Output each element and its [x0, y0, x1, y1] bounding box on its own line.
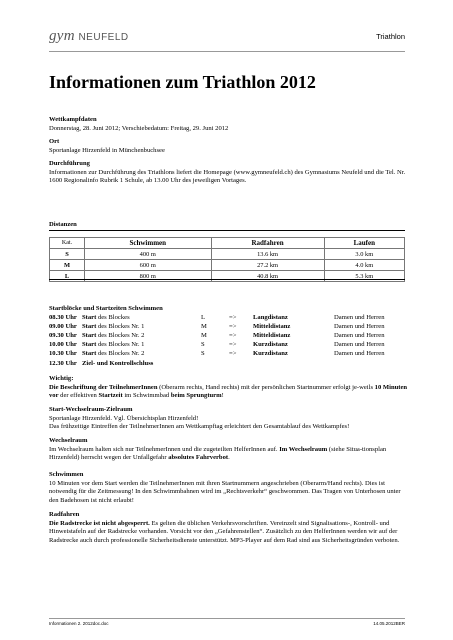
header-divider — [49, 51, 405, 52]
table-row — [50, 271, 405, 282]
school-logo — [49, 28, 129, 45]
arrow: => — [229, 341, 237, 349]
table-cell: L — [50, 271, 85, 282]
participants: Damen und Herren — [334, 332, 385, 340]
table-cell: 4.0 km — [324, 260, 404, 271]
section-text: Sportanlage Hirzenfeld in Münchenbuchsee — [49, 146, 165, 154]
footer-divider — [49, 618, 405, 619]
start-time: 10.30 Uhr — [49, 350, 77, 358]
section-heading: Radfahren — [49, 511, 80, 518]
start-block: Start des Blockes Nr. 1 — [82, 323, 145, 331]
final-text: Ziel- und Kontrollschluss — [82, 359, 154, 367]
footer-filename: Informationen 2. 2012doc.doc — [49, 621, 109, 626]
table-cell: 600 m — [85, 260, 212, 271]
start-times-section — [49, 304, 405, 368]
logo-script: gym — [49, 28, 75, 44]
table-cell: 40.8 km — [211, 271, 324, 282]
footer-date: 14.05.2012BER — [373, 621, 405, 626]
table-cell: S — [50, 249, 85, 260]
participants: Damen und Herren — [334, 314, 385, 322]
distance-name: Kurzdistanz — [253, 350, 288, 358]
col-header: Radfahren — [211, 238, 324, 249]
distances-table — [49, 237, 405, 282]
table-row — [50, 260, 405, 271]
section-heading: Wettkampfdaten — [49, 116, 97, 123]
col-header: Kat. — [50, 238, 85, 249]
arrow: => — [229, 332, 237, 340]
arrow: => — [229, 314, 237, 322]
start-category: S — [201, 341, 205, 349]
col-header: Schwimmen — [85, 238, 212, 249]
section-wechselraum — [49, 437, 409, 463]
start-time: 08.30 Uhr — [49, 314, 77, 322]
section-wettkampfdaten — [49, 116, 409, 133]
section-ort — [49, 138, 409, 155]
start-row — [49, 331, 405, 340]
start-row — [49, 322, 405, 331]
start-time: 09.00 Uhr — [49, 323, 77, 331]
table-cell: 5.3 km — [324, 271, 404, 282]
section-wechselzone — [49, 406, 409, 432]
section-text: Die Radstrecke ist nicht abgesperrt. Es gelten die üblichen Verkehrsvorschriften. Vereinzelt sind Signalisations-, Kontroll- und Hinweistafeln auf der Radstrecke vorhanden. Vorsicht vor den „Gefahrenstellen“. Zusätzlich zu den HelferInnen werden wir auf der Radstrecke auch durch professionelle Sicherheitsdienste unterstützt. MP3-Player auf dem Rad sind aus Sicherheitsgründen verboten. — [49, 519, 400, 544]
arrow: => — [229, 323, 237, 331]
start-row-final — [49, 359, 405, 368]
col-header: Laufen — [324, 238, 404, 249]
start-category: L — [201, 314, 206, 322]
section-heading: Durchführung — [49, 160, 90, 167]
section-text: Im Wechselraum halten sich nur TeilnehmerInnen und die zugeteilten HelferInnen auf. Im Wechselraum (siehe Situa-tionsplan Hirzenfeld) herrscht wegen der Unfallgefahr absolutes Fahrverbot. — [49, 445, 387, 461]
start-time: 10.00 Uhr — [49, 341, 77, 349]
start-category: S — [201, 350, 205, 358]
participants: Damen und Herren — [334, 341, 385, 349]
start-times-heading: Startblöcke und Startzeiten Schwimmen — [49, 305, 163, 312]
table-cell: M — [50, 260, 85, 271]
logo-text: NEUFELD — [78, 32, 129, 43]
distance-name: Mitteldistanz — [253, 332, 291, 340]
table-cell: 27.2 km — [211, 260, 324, 271]
start-block: Start des Blockes — [82, 314, 130, 322]
distanzen-bottom-divider — [49, 279, 405, 280]
distance-name: Mitteldistanz — [253, 323, 291, 331]
participants: Damen und Herren — [334, 323, 385, 331]
section-heading: Start-Wechselraum-Zielraum — [49, 406, 133, 413]
section-text: Donnerstag, 28. Juni 2012; Verschiebedatum: Freitag, 29. Juni 2012 — [49, 124, 229, 132]
arrow: => — [229, 350, 237, 358]
section-text: 10 Minuten vor dem Start werden die TeilnehmerInnen mit ihren Startnummern angeschrieben (Oberarm/Hand rechts). Dies ist notwendig für die Zeitmessung! In den Schwimmbahnen wird im „Rechtsverkehr“ geschwommen. Das Tragen von Unterhosen unter den Badehosen ist nicht erlaubt! — [49, 479, 401, 504]
section-text: Informationen zur Durchführung des Triathlons liefert die Homepage (www.gymneufeld.ch) des Gymnasiums Neufeld und die Tel. Nr. 1600 Regionalinfo Rubrik 1 Schule, ab 13.00 Uhr des jeweiligen Vortages. — [49, 168, 406, 184]
start-category: M — [201, 323, 207, 331]
start-row — [49, 313, 405, 322]
start-time: 09.30 Uhr — [49, 332, 77, 340]
start-row — [49, 349, 405, 358]
start-category: M — [201, 332, 207, 340]
distanzen-heading: Distanzen — [49, 221, 77, 228]
distanzen-divider — [49, 230, 405, 231]
section-durchfuehrung — [49, 160, 409, 186]
start-row — [49, 340, 405, 349]
section-heading: Wechselraum — [49, 437, 88, 444]
section-heading: Schwimmen — [49, 471, 84, 478]
distance-name: Kurzdistanz — [253, 341, 288, 349]
section-schwimmen — [49, 471, 409, 505]
header-right-label: Triathlon — [376, 32, 405, 41]
section-text: Die Beschriftung der TeilnehmerInnen (Oberarm rechts, Hand rechts) mit der persönlichen Startnummer erfolgt je-weils 10 Minuten vor der effektiven Startzeit im Schwimmbad beim Sprungturm! — [49, 383, 408, 399]
table-cell: 3.0 km — [324, 249, 404, 260]
section-wichtig — [49, 375, 409, 401]
participants: Damen und Herren — [334, 350, 385, 358]
distance-name: Langdistanz — [253, 314, 288, 322]
start-block: Start des Blockes Nr. 1 — [82, 341, 145, 349]
section-text: Sportanlage Hirzenfeld. Vgl. Übersichtsplan Hirzenfeld! Das frühzeitige Eintreffen der TeilnehmerInnen am Wettkampftag erleichtert den Gesamtablauf des Wettkampfes! — [49, 414, 350, 430]
start-block: Start des Blockes Nr. 2 — [82, 350, 145, 358]
table-header-row — [50, 238, 405, 249]
page-title: Informationen zum Triathlon 2012 — [49, 72, 316, 92]
start-block: Start des Blockes Nr. 2 — [82, 332, 145, 340]
table-cell: 13.6 km — [211, 249, 324, 260]
section-radfahren — [49, 511, 409, 545]
table-cell: 400 m — [85, 249, 212, 260]
final-time: 12.30 Uhr — [49, 359, 77, 367]
table-cell: 800 m — [85, 271, 212, 282]
section-heading: Ort — [49, 138, 60, 145]
section-heading: Wichtig: — [49, 375, 74, 382]
table-row — [50, 249, 405, 260]
